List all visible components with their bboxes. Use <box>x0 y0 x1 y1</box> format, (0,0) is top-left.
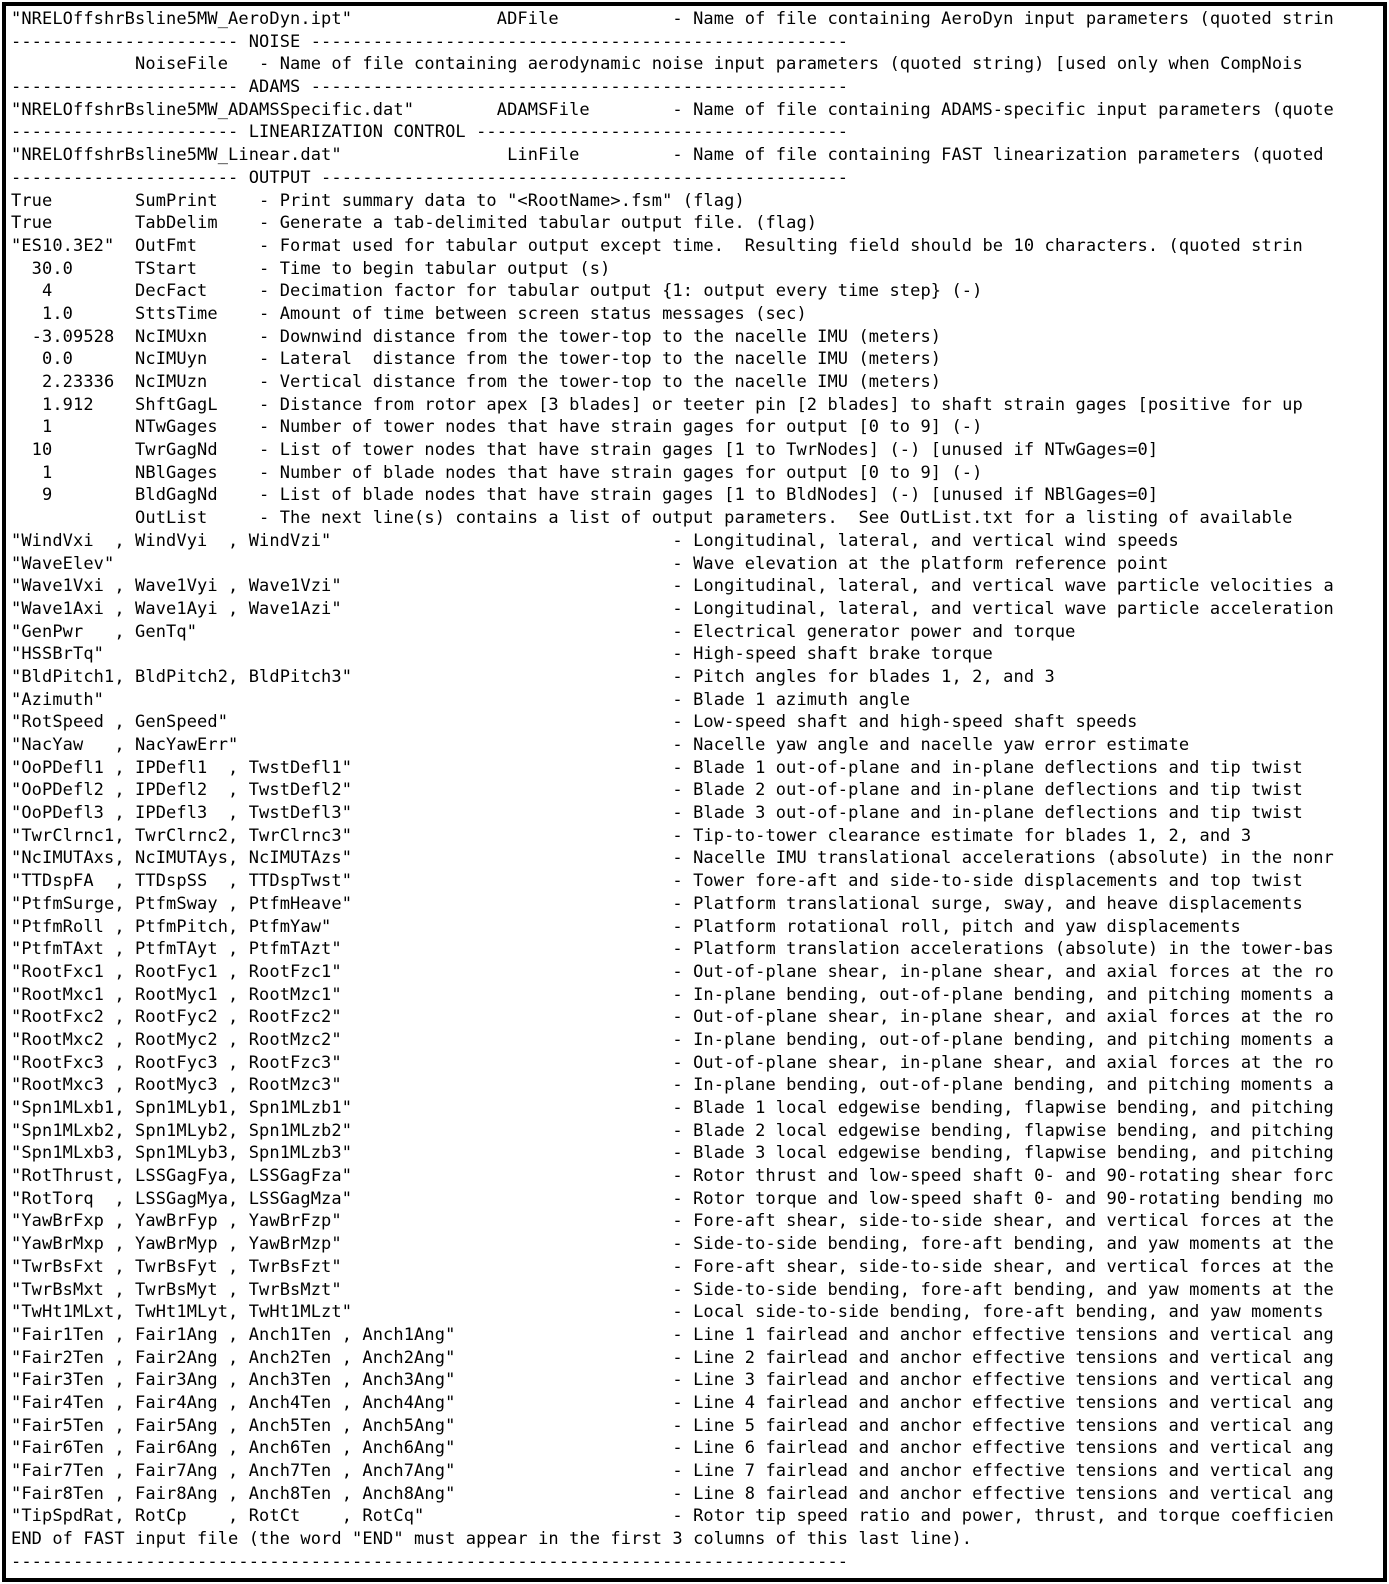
file-line: "Fair2Ten , Fair2Ang , Anch2Ten , Anch2Ang" - Line 2 fairlead and anchor effective tensions and vertical ang <box>11 1347 1334 1368</box>
file-line: "Azimuth" - Blade 1 azimuth angle <box>11 689 911 710</box>
file-line: "HSSBrTq" - High-speed shaft brake torque <box>11 644 993 665</box>
file-line: "NRELOffshrBsline5MW_ADAMSSpecific.dat" ADAMSFile - Name of file containing ADAMS-specific input parameters (quote <box>11 99 1334 120</box>
file-line: ---------------------- OUTPUT --------------------------------------------------- <box>11 167 849 188</box>
file-line: "PtfmSurge, PtfmSway , PtfmHeave" - Platform translational surge, sway, and heave displacements <box>11 893 1303 914</box>
file-content <box>11 8 1383 1573</box>
file-line: "RootMxc1 , RootMyc1 , RootMzc1" - In-plane bending, out-of-plane bending, and pitching moments a <box>11 984 1334 1005</box>
file-line: "TwrBsMxt , TwrBsMyt , TwrBsMzt" - Side-to-side bending, fore-aft bending, and yaw moments at the <box>11 1279 1334 1300</box>
file-line: "Fair5Ten , Fair5Ang , Anch5Ten , Anch5Ang" - Line 5 fairlead and anchor effective tensions and vertical ang <box>11 1415 1334 1436</box>
file-line: --------------------------------------------------------------------------------- <box>11 1551 849 1572</box>
file-line: "YawBrMxp , YawBrMyp , YawBrMzp" - Side-to-side bending, fore-aft bending, and yaw moments at the <box>11 1234 1334 1255</box>
file-line: 4 DecFact - Decimation factor for tabular output {1: output every time step} (-) <box>11 281 983 302</box>
file-line: 2.23336 NcIMUzn - Vertical distance from the tower-top to the nacelle IMU (meters) <box>11 372 942 392</box>
file-line: "PtfmTAxt , PtfmTAyt , PtfmTAzt" - Platform translation accelerations (absolute) in the tower-bas <box>11 939 1334 960</box>
file-line: "TTDspFA , TTDspSS , TTDspTwst" - Tower fore-aft and side-to-side displacements and top twist <box>11 871 1303 892</box>
file-line: 0.0 NcIMUyn - Lateral distance from the tower-top to the nacelle IMU (meters) <box>11 349 942 370</box>
file-line: ---------------------- ADAMS ---------------------------------------------------- <box>11 77 849 98</box>
file-line: NoiseFile - Name of file containing aerodynamic noise input parameters (quoted string) [used only when CompNois <box>11 54 1303 75</box>
file-line: "Wave1Axi , Wave1Ayi , Wave1Azi" - Longitudinal, lateral, and vertical wave particle acceleration <box>11 598 1334 619</box>
file-line: "Spn1MLxb3, Spn1MLyb3, Spn1MLzb3" - Blade 3 local edgewise bending, flapwise bending, and pitching <box>11 1143 1334 1164</box>
file-line: "RootFxc1 , RootFyc1 , RootFzc1" - Out-of-plane shear, in-plane shear, and axial forces at the ro <box>11 961 1334 982</box>
file-line: 30.0 TStart - Time to begin tabular output (s) <box>11 258 611 279</box>
file-line: ---------------------- LINEARIZATION CONTROL ------------------------------------ <box>11 122 849 143</box>
file-line: "RotSpeed , GenSpeed" - Low-speed shaft and high-speed shaft speeds <box>11 712 1138 733</box>
file-line: "GenPwr , GenTq" - Electrical generator power and torque <box>11 621 1076 642</box>
file-line: "Wave1Vxi , Wave1Vyi , Wave1Vzi" - Longitudinal, lateral, and vertical wave particle velocities a <box>11 576 1334 597</box>
file-line: "WaveElev" - Wave elevation at the platform reference point <box>11 553 1169 574</box>
file-line: "Fair8Ten , Fair8Ang , Anch8Ten , Anch8Ang" - Line 8 fairlead and anchor effective tensions and vertical ang <box>11 1483 1334 1504</box>
file-line: 1.912 ShftGagL - Distance from rotor apex [3 blades] or teeter pin [2 blades] to shaft strain gages [positive for up <box>11 394 1303 415</box>
file-line: "RotTorq , LSSGagMya, LSSGagMza" - Rotor torque and low-speed shaft 0- and 90-rotating bending mo <box>11 1188 1334 1209</box>
file-line: "NcIMUTAxs, NcIMUTAys, NcIMUTAzs" - Nacelle IMU translational accelerations (absolute) in the nonr <box>11 848 1334 869</box>
file-line: "Fair7Ten , Fair7Ang , Anch7Ten , Anch7Ang" - Line 7 fairlead and anchor effective tensions and vertical ang <box>11 1461 1334 1481</box>
file-line: 1 NBlGages - Number of blade nodes that have strain gages for output [0 to 9] (-) <box>11 462 983 483</box>
file-line: 1 NTwGages - Number of tower nodes that have strain gages for output [0 to 9] (-) <box>11 417 983 438</box>
file-line: 9 BldGagNd - List of blade nodes that have strain gages [1 to BldNodes] (-) [unused if NBlGages=0] <box>11 485 1159 506</box>
file-line: "TipSpdRat, RotCp , RotCt , RotCq" - Rotor tip speed ratio and power, thrust, and torque coefficien <box>11 1506 1334 1527</box>
file-line: "NRELOffshrBsline5MW_Linear.dat" LinFile - Name of file containing FAST linearization parameters (quoted <box>11 145 1324 166</box>
text-file-frame <box>2 2 1387 1582</box>
file-line: END of FAST input file (the word "END" must appear in the first 3 columns of this last line). <box>11 1529 973 1550</box>
file-line: "NRELOffshrBsline5MW_AeroDyn.ipt" ADFile - Name of file containing AeroDyn input parameters (quoted strin <box>11 9 1334 29</box>
file-line: "TwrClrnc1, TwrClrnc2, TwrClrnc3" - Tip-to-tower clearance estimate for blades 1, 2, and 3 <box>11 825 1252 846</box>
file-line: "Spn1MLxb1, Spn1MLyb1, Spn1MLzb1" - Blade 1 local edgewise bending, flapwise bending, and pitching <box>11 1098 1334 1118</box>
file-line: "OoPDefl1 , IPDefl1 , TwstDefl1" - Blade 1 out-of-plane and in-plane deflections and tip twist <box>11 757 1303 778</box>
file-line: 1.0 SttsTime - Amount of time between screen status messages (sec) <box>11 303 807 324</box>
file-line: "BldPitch1, BldPitch2, BldPitch3" - Pitch angles for blades 1, 2, and 3 <box>11 666 1055 687</box>
file-line: "RootFxc3 , RootFyc3 , RootFzc3" - Out-of-plane shear, in-plane shear, and axial forces at the ro <box>11 1052 1334 1073</box>
file-line: "RootMxc2 , RootMyc2 , RootMzc2" - In-plane bending, out-of-plane bending, and pitching moments a <box>11 1029 1334 1050</box>
file-line: 10 TwrGagNd - List of tower nodes that have strain gages [1 to TwrNodes] (-) [unused if NTwGages=0] <box>11 440 1159 461</box>
file-line: "OoPDefl3 , IPDefl3 , TwstDefl3" - Blade 3 out-of-plane and in-plane deflections and tip twist <box>11 803 1303 824</box>
file-line: "ES10.3E2" OutFmt - Format used for tabular output except time. Resulting field should be 10 characters. (quoted strin <box>11 235 1303 256</box>
file-line: "RootMxc3 , RootMyc3 , RootMzc3" - In-plane bending, out-of-plane bending, and pitching moments a <box>11 1075 1334 1096</box>
file-line: ---------------------- NOISE ---------------------------------------------------- <box>11 31 849 52</box>
file-line: "WindVxi , WindVyi , WindVzi" - Longitudinal, lateral, and vertical wind speeds <box>11 530 1179 551</box>
file-line: True TabDelim - Generate a tab-delimited tabular output file. (flag) <box>11 213 818 234</box>
file-line: OutList - The next line(s) contains a list of output parameters. See OutList.txt for a listing of available <box>11 508 1293 529</box>
file-line: "Fair6Ten , Fair6Ang , Anch6Ten , Anch6Ang" - Line 6 fairlead and anchor effective tensions and vertical ang <box>11 1438 1334 1459</box>
file-line: "NacYaw , NacYawErr" - Nacelle yaw angle and nacelle yaw error estimate <box>11 735 1190 755</box>
file-line: "OoPDefl2 , IPDefl2 , TwstDefl2" - Blade 2 out-of-plane and in-plane deflections and tip twist <box>11 780 1303 801</box>
file-line: "Fair3Ten , Fair3Ang , Anch3Ten , Anch3Ang" - Line 3 fairlead and anchor effective tensions and vertical ang <box>11 1370 1334 1391</box>
file-line: "RotThrust, LSSGagFya, LSSGagFza" - Rotor thrust and low-speed shaft 0- and 90-rotating shear forc <box>11 1166 1334 1187</box>
file-line: "TwrBsFxt , TwrBsFyt , TwrBsFzt" - Fore-aft shear, side-to-side shear, and vertical forces at the <box>11 1256 1334 1277</box>
file-line: "YawBrFxp , YawBrFyp , YawBrFzp" - Fore-aft shear, side-to-side shear, and vertical forces at the <box>11 1211 1334 1232</box>
file-line: -3.09528 NcIMUxn - Downwind distance from the tower-top to the nacelle IMU (meters) <box>11 326 942 347</box>
file-line: "Fair1Ten , Fair1Ang , Anch1Ten , Anch1Ang" - Line 1 fairlead and anchor effective tensions and vertical ang <box>11 1324 1334 1345</box>
file-line: "PtfmRoll , PtfmPitch, PtfmYaw" - Platform rotational roll, pitch and yaw displacements <box>11 916 1241 937</box>
file-line: "RootFxc2 , RootFyc2 , RootFzc2" - Out-of-plane shear, in-plane shear, and axial forces at the ro <box>11 1007 1334 1028</box>
file-line: "Spn1MLxb2, Spn1MLyb2, Spn1MLzb2" - Blade 2 local edgewise bending, flapwise bending, and pitching <box>11 1120 1334 1141</box>
file-line: "TwHt1MLxt, TwHt1MLyt, TwHt1MLzt" - Local side-to-side bending, fore-aft bending, and yaw moments <box>11 1302 1324 1323</box>
file-line: "Fair4Ten , Fair4Ang , Anch4Ten , Anch4Ang" - Line 4 fairlead and anchor effective tensions and vertical ang <box>11 1392 1334 1413</box>
file-line: True SumPrint - Print summary data to "<RootName>.fsm" (flag) <box>11 190 745 211</box>
